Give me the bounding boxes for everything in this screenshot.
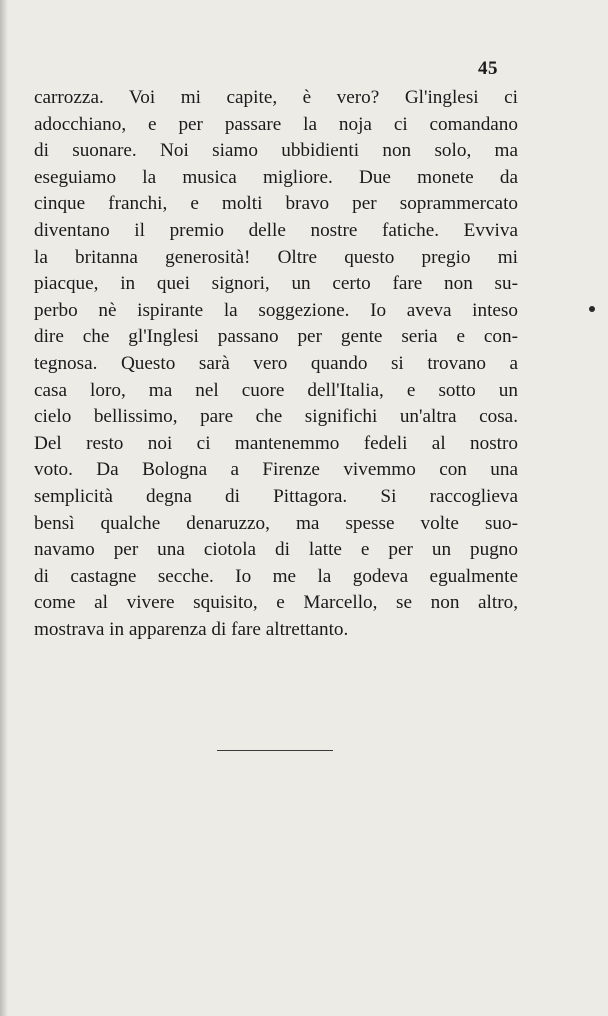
text-line: perbo nè ispirante la soggezione. Io aveva inteso (34, 299, 518, 321)
text-line: cinque franchi, e molti bravo per soprammercato (34, 193, 518, 215)
text-line: adocchiano, e per passare la noja ci comandano (34, 113, 518, 135)
text-line-last: mostrava in apparenza di fare altrettanto. (34, 618, 349, 640)
text-line: diventano il premio delle nostre fatiche. Evviva (34, 219, 518, 241)
text-line: come al vivere squisito, e Marcello, se non altro, (34, 592, 518, 614)
body-text (34, 85, 518, 643)
text-line: semplicità degna di Pittagora. Si raccoglieva (34, 485, 518, 507)
text-line: navamo per una ciotola di latte e per un pugno (34, 539, 518, 561)
text-line: cielo bellissimo, pare che significhi un'altra cosa. (34, 406, 518, 428)
text-line: eseguiamo la musica migliore. Due monete da (34, 166, 518, 188)
text-line: dire che gl'Inglesi passano per gente seria e con- (34, 326, 518, 348)
page-gutter-shadow (0, 0, 8, 1016)
text-line: Del resto noi ci mantenemmo fedeli al nostro (34, 432, 518, 454)
margin-ink-dot (589, 306, 595, 312)
text-line: di suonare. Noi siamo ubbidienti non solo, ma (34, 140, 518, 162)
text-line: la britanna generosità! Oltre questo pregio mi (34, 246, 518, 268)
text-line: voto. Da Bologna a Firenze vivemmo con una (34, 459, 518, 481)
text-line: carrozza. Voi mi capite, è vero? Gl'inglesi ci (34, 87, 518, 108)
text-line: bensì qualche denaruzzo, ma spesse volte suo- (34, 512, 518, 534)
text-line: di castagne secche. Io me la godeva egualmente (34, 565, 518, 587)
text-line: tegnosa. Questo sarà vero quando si trovano a (34, 352, 518, 374)
section-end-rule (217, 750, 333, 751)
page-number: 45 (478, 58, 498, 79)
text-line: casa loro, ma nel cuore dell'Italia, e sotto un (34, 379, 518, 401)
text-line: piacque, in quei signori, un certo fare non su- (34, 273, 518, 295)
